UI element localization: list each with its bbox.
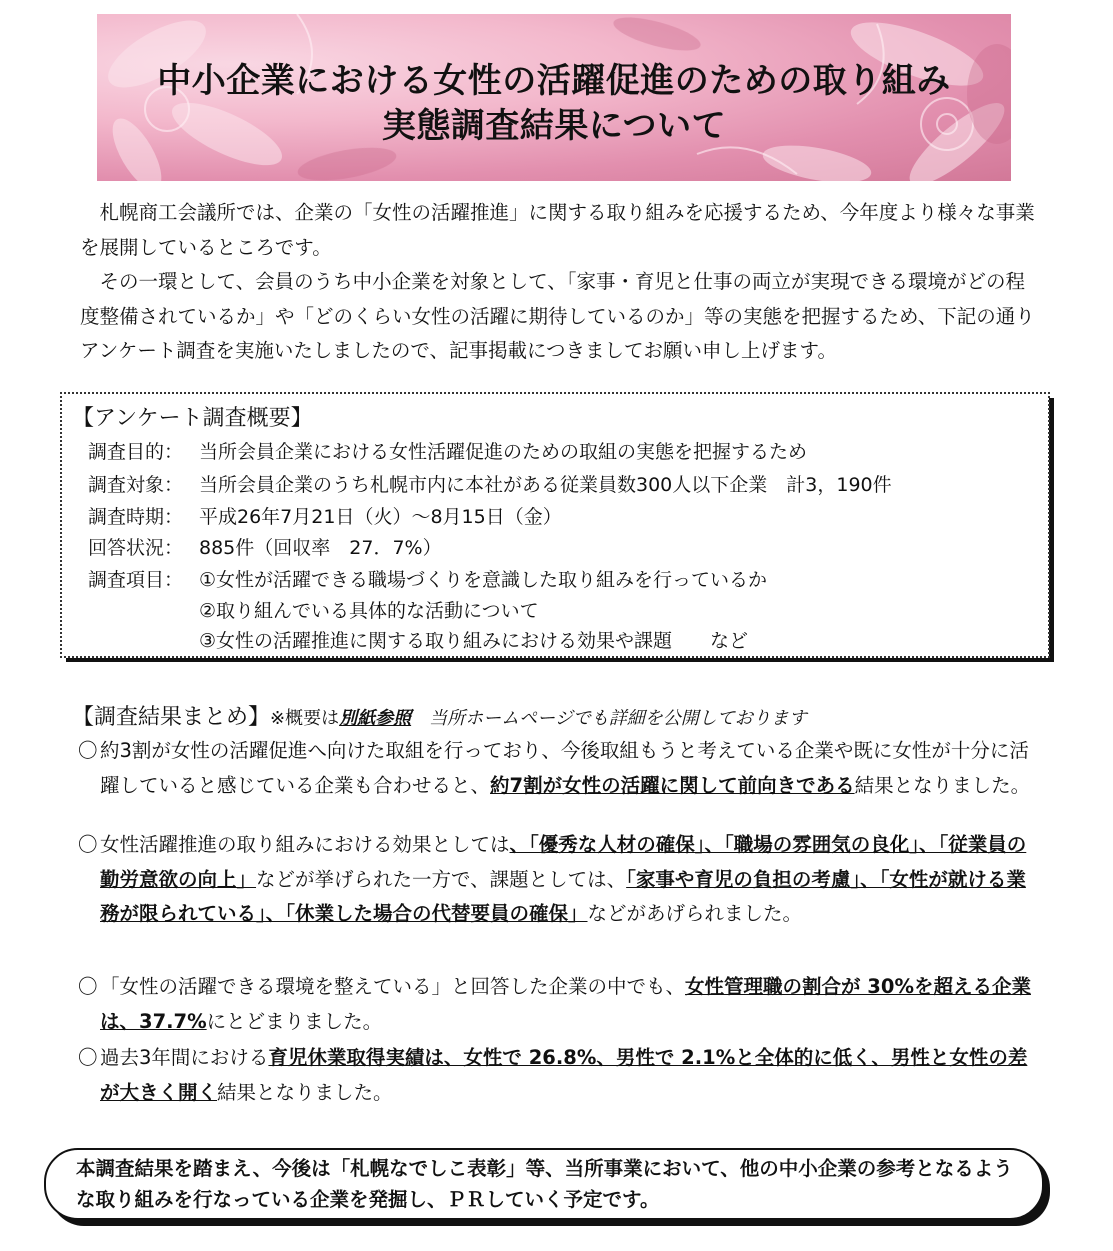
results-note-prefix: ※概要は [270, 708, 340, 729]
result-item-3: 〇 「女性の活躍できる環境を整えている」と回答した企業の中でも、女性管理職の割合が 30%を超える企業は、37.7%にとどまりました。 [78, 970, 1043, 1039]
intro-paragraph-2: その一環として、会員のうち中小企業を対象として、「家事・育児と仕事の両立が実現できる環境がどの程度整備されているか」や「どのくらい女性の活躍に期待しているのか」等の実態を把握するため、下記の通りアンケート調査を実施いたしましたので、記事掲載につきましてお願い申し上げます。 [80, 270, 1035, 362]
overview-value: 平成26年7月21日（火）～8月15日（金） [199, 506, 562, 528]
overview-item-3: ③女性の活躍推進に関する取り組みにおける効果や課題 など [199, 630, 749, 652]
overview-item-2: ②取り組んでいる具体的な活動について [199, 600, 539, 622]
circle-bullet-icon: 〇 [78, 833, 98, 856]
overview-value: 885件（回収率 27．7%） [199, 537, 442, 559]
homepage-note: 当所ホームページでも詳細を公開しております [429, 708, 807, 729]
overview-value: 当所会員企業における女性活躍促進のための取組の実態を把握するため [199, 441, 808, 463]
result-item-2: 〇 女性活躍推進の取り組みにおける効果としては、「優秀な人材の確保」、「職場の雰囲気の良化」、「従業員の勤労意欲の向上」などが挙げられた一方で、課題としては、「家事や育児の負担の考慮」、「女性が就ける業務が限られている」、「休業した場合の代替要員の確保」などがあげられました。 [78, 828, 1043, 932]
overview-label: 調査時期： [88, 506, 184, 528]
overview-label: 回答状況： [88, 537, 184, 559]
intro-section [80, 196, 1040, 369]
overview-row-target [88, 470, 892, 497]
overview-value: ①女性が活躍できる職場づくりを意識した取り組みを行っているか [199, 569, 768, 591]
circle-bullet-icon: 〇 [78, 739, 98, 762]
overview-value: 当所会員企業のうち札幌市内に本社がある従業員数300人以下企業 計3，190件 [199, 474, 892, 496]
overview-title: 【アンケート調査概要】 [72, 406, 313, 431]
result-item-4: 〇 過去3年間における育児休業取得実績は、女性で 26.8%、男性で 2.1%と全体的に低く、男性と女性の差が大きく開く結果となりました。 [78, 1041, 1043, 1110]
result-item-1: 〇 約3割が女性の活躍促進へ向けた取組を行っており、今後取組もうと考えている企業や既に女性が十分に活躍していると感じている企業も合わせると、約7割が女性の活躍に関して前向きである結果となりました。 [78, 734, 1043, 803]
header-banner [97, 14, 1011, 181]
overview-row-period [88, 502, 562, 529]
results-heading [72, 700, 807, 731]
attachment-reference: 別紙参照 [339, 708, 412, 729]
overview-row-purpose [88, 437, 807, 464]
page-title-line1: 中小企業における女性の活躍促進のための取り組み [157, 61, 951, 101]
results-title: 【調査結果まとめ】 [72, 705, 271, 730]
intro-paragraph-1: 札幌商工会議所では、企業の「女性の活躍推進」に関する取り組みを応援するため、今年度より様々な事業を展開しているところです。 [80, 201, 1035, 259]
circle-bullet-icon: 〇 [78, 1046, 98, 1069]
overview-label: 調査目的： [88, 441, 184, 463]
overview-row-items [88, 565, 767, 592]
footer-note-text: 本調査結果を踏まえ、今後は「札幌なでしこ表彰」等、当所事業において、他の中小企業の参考となるような取り組みを行なっている企業を発掘し、ＰＲしていく予定です。 [76, 1157, 1013, 1211]
page-title-line2: 実態調査結果について [381, 106, 727, 146]
overview-label: 調査対象： [88, 474, 184, 496]
overview-label: 調査項目： [88, 569, 184, 591]
circle-bullet-icon: 〇 [78, 975, 98, 998]
overview-box-shadow-bottom [66, 658, 1054, 662]
overview-row-responses [88, 533, 442, 560]
